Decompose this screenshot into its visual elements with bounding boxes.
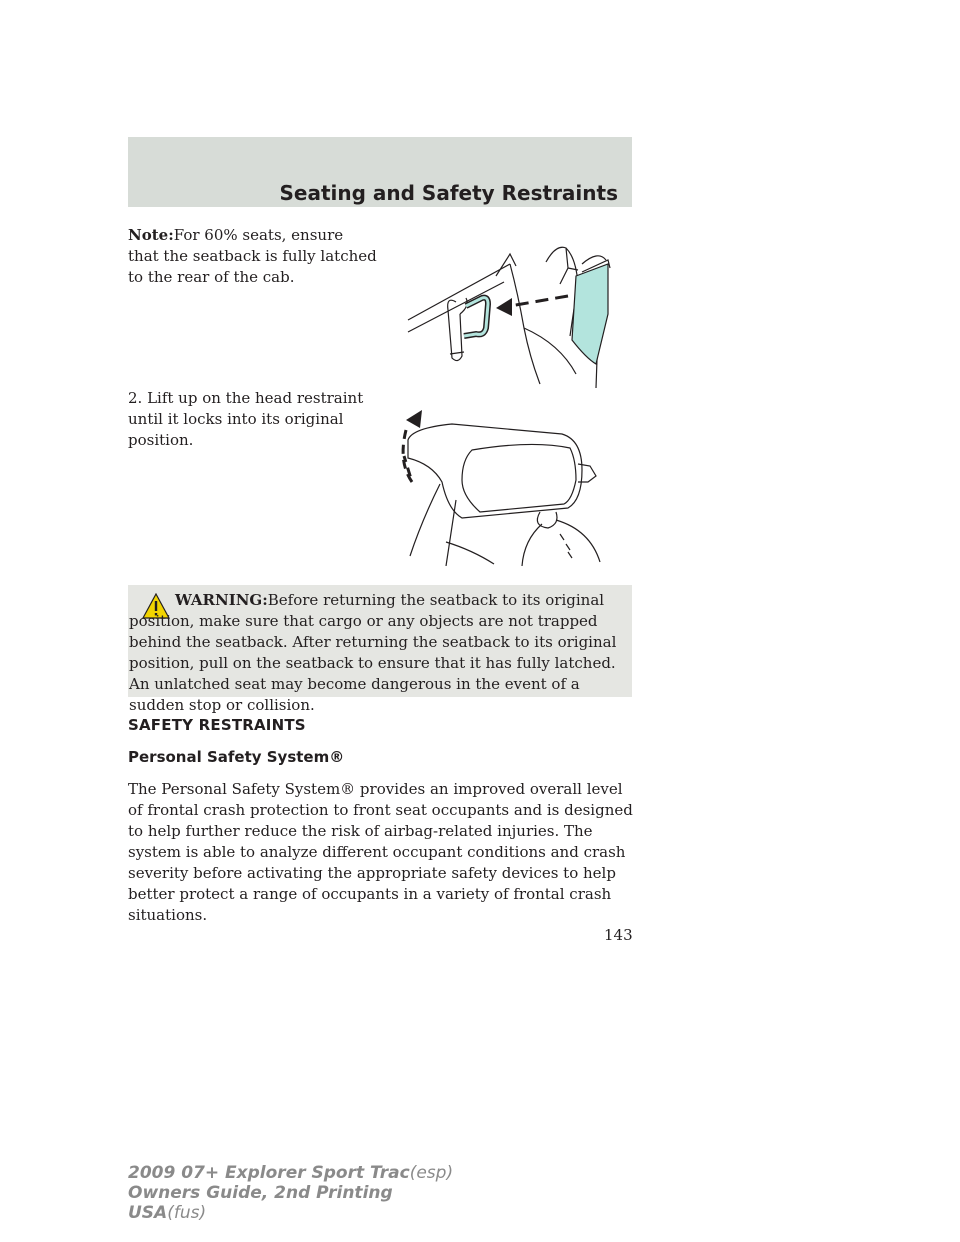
note-paragraph — [128, 225, 378, 288]
section-heading: SAFETY RESTRAINTS — [128, 716, 306, 734]
note-label: Note: — [128, 226, 174, 244]
footer-market-code: (fus) — [167, 1203, 207, 1223]
section-subheading: Personal Safety System® — [128, 748, 345, 766]
footer-line-3 — [128, 1203, 453, 1223]
warning-box — [128, 585, 632, 714]
head-restraint-illustration — [392, 400, 628, 566]
footer — [128, 1163, 453, 1223]
footer-market: USA — [128, 1203, 168, 1223]
warning-paragraph — [128, 590, 621, 716]
footer-line-1 — [128, 1163, 453, 1183]
footer-model: 2009 07+ Explorer Sport Trac — [128, 1163, 410, 1183]
warning-text: Before returning the seatback to its original position, make sure that cargo or any objects are not trapped behind the seatback. After returning the seatback to its original position, pull on the seatback to ensure that it has fully latched. An unlatched seat may become dangerous in the event of a sudden stop or collision. — [129, 591, 617, 714]
note-text: For 60% seats, ensure that the seatback is fully latched to the rear of the cab. — [128, 226, 377, 286]
footer-line-2: Owners Guide, 2nd Printing — [128, 1183, 393, 1203]
footer-model-code: (esp) — [409, 1163, 454, 1183]
page-number: 143 — [604, 926, 633, 944]
step-2-paragraph: 2. Lift up on the head restraint until it locks into its original position. — [128, 389, 364, 449]
warning-label: WARNING: — [175, 591, 268, 609]
section-title: Seating and Safety Restraints — [279, 181, 618, 205]
section-paragraph: The Personal Safety System® provides an improved overall level of frontal crash protection to front seat occupants and is designed to help further reduce the risk of airbag-related injuries. The system is able to analyze different occupant conditions and crash severity before activating the appropriate safety devices to help better protect a range of occupants in a variety of frontal crash situations. — [128, 780, 633, 924]
header-band — [128, 137, 632, 207]
seat-latch-illustration — [400, 224, 636, 392]
